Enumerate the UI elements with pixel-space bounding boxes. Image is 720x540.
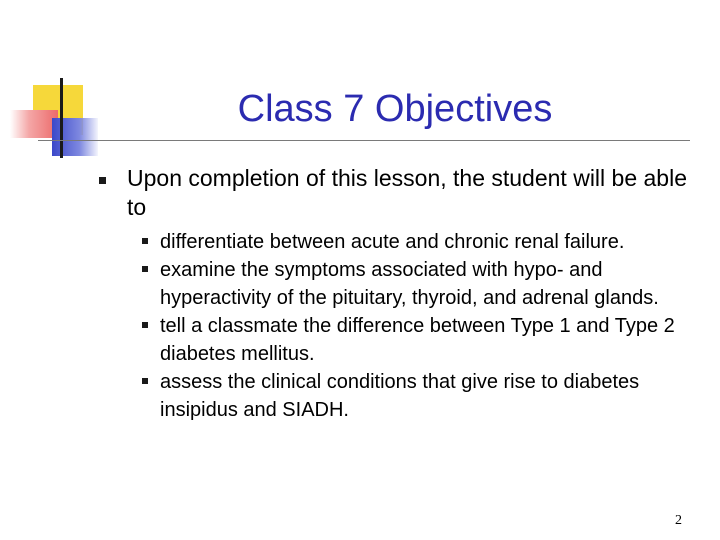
main-bullet-icon — [99, 177, 106, 184]
list-item — [160, 256, 700, 312]
title-underline — [38, 140, 690, 141]
logo-red-bar — [10, 110, 58, 138]
objective-text: examine the symptoms associated with hypo- and hyperactivity of the pituitary, thyroid, and adrenal glands. — [160, 259, 659, 309]
bullet-icon — [142, 322, 148, 328]
logo-vertical-line — [60, 78, 63, 158]
list-item — [160, 368, 700, 424]
list-item — [160, 228, 700, 256]
list-item — [160, 312, 700, 368]
logo-blue-square — [52, 118, 98, 156]
objectives-list — [160, 228, 700, 424]
bullet-icon — [142, 378, 148, 384]
objective-text: assess the clinical conditions that give rise to diabetes insipidus and SIADH. — [160, 371, 640, 421]
bullet-icon — [142, 266, 148, 272]
slide-title: Class 7 Objectives — [237, 88, 553, 130]
bullet-icon — [142, 238, 148, 244]
page-number: 2 — [675, 513, 682, 528]
objective-text: tell a classmate the difference between Type 1 and Type 2 diabetes mellitus. — [160, 315, 675, 365]
objective-text: differentiate between acute and chronic renal failure. — [160, 231, 625, 253]
intro-text: Upon completion of this lesson, the student will be able to — [127, 165, 687, 220]
